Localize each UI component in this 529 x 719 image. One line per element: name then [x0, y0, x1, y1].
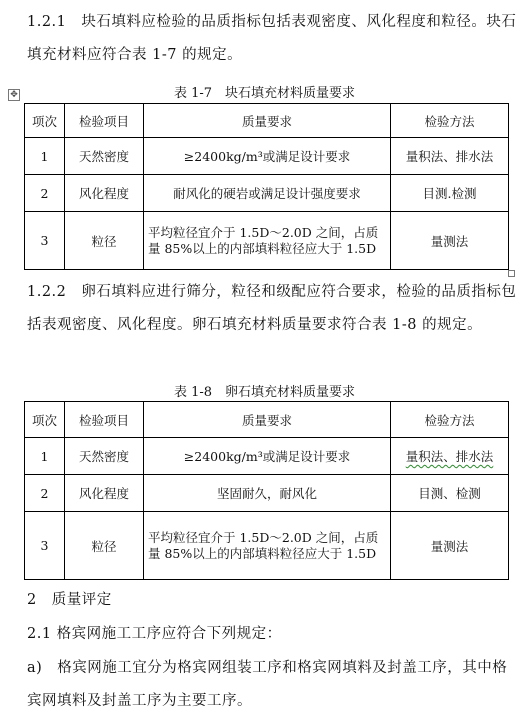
cell-no: 2 — [25, 175, 65, 212]
cell-no: 1 — [25, 138, 65, 175]
cell-item: 天然密度 — [65, 438, 144, 475]
paragraph-1-2-2: 1.2.2 卵石填料应进行筛分，粒径和级配应符合要求，检验的品质指标包括表观密度、风化程度。卵石填充材料质量要求符合表 1-8 的规定。 — [27, 284, 517, 333]
cell-item: 粒径 — [65, 512, 144, 580]
cell-method: 量积法、排水法 — [391, 138, 509, 175]
cell-no: 1 — [25, 438, 65, 475]
header-requirement: 质量要求 — [144, 104, 391, 138]
header-item: 检验项目 — [65, 402, 144, 438]
header-item: 检验项目 — [65, 104, 144, 138]
table-1-8 — [24, 401, 509, 580]
cell-requirement: ≥2400kg/m³或满足设计要求 — [144, 438, 391, 475]
cell-requirement: 坚固耐久，耐风化 — [144, 475, 391, 512]
cell-requirement: 平均粒径宜介于 1.5D～2.0D 之间，占质量 85%以上的内部填料粒径应大于 1.5D — [144, 212, 391, 270]
paragraph-2-1: 2.1 格宾网施工工序应符合下列规定： — [27, 626, 282, 642]
table-row — [25, 512, 509, 580]
table-move-handle-icon[interactable]: ✥ — [8, 89, 20, 101]
section-2-heading: 2 质量评定 — [27, 592, 112, 608]
cell-no: 2 — [25, 475, 65, 512]
header-method: 检验方法 — [391, 104, 509, 138]
cell-requirement: 平均粒径宜介于 1.5D～2.0D 之间，占质量 85%以上的内部填料粒径应大于 1.5D — [144, 512, 391, 580]
table-1-7 — [24, 103, 509, 270]
header-no: 项次 — [25, 402, 65, 438]
cell-item: 粒径 — [65, 212, 144, 270]
cell-method: 量测法 — [391, 512, 509, 580]
header-no: 项次 — [25, 104, 65, 138]
table-row — [25, 438, 509, 475]
table-row — [25, 138, 509, 175]
cell-no: 3 — [25, 512, 65, 580]
cell-no: 3 — [25, 212, 65, 270]
cell-method: 量积法、排水法 — [391, 438, 509, 475]
header-requirement: 质量要求 — [144, 402, 391, 438]
cell-item: 风化程度 — [65, 175, 144, 212]
cell-requirement: 耐风化的硬岩或满足设计强度要求 — [144, 175, 391, 212]
cell-method: 目测.检测 — [391, 175, 509, 212]
cell-requirement: ≥2400kg/m³或满足设计要求 — [144, 138, 391, 175]
paragraph-1-2-1: 1.2.1 块石填料应检验的品质指标包括表观密度、风化程度和粒径。块石填充材料应符合表 1-7 的规定。 — [27, 14, 517, 63]
paragraph-a: a) 格宾网施工宜分为格宾网组装工序和格宾网填料及封盖工序，其中格宾网填料及封盖工序为主要工序。 — [27, 660, 508, 709]
table-row — [25, 475, 509, 512]
cell-method: 目测、检测 — [391, 475, 509, 512]
table-1-7-caption: 表 1-7 块石填充材料质量要求 — [173, 86, 356, 101]
table-row — [25, 212, 509, 270]
cell-method: 量测法 — [391, 212, 509, 270]
header-method: 检验方法 — [391, 402, 509, 438]
cell-item: 风化程度 — [65, 475, 144, 512]
cell-item: 天然密度 — [65, 138, 144, 175]
table-1-8-caption: 表 1-8 卵石填充材料质量要求 — [173, 385, 356, 400]
table-row — [25, 175, 509, 212]
